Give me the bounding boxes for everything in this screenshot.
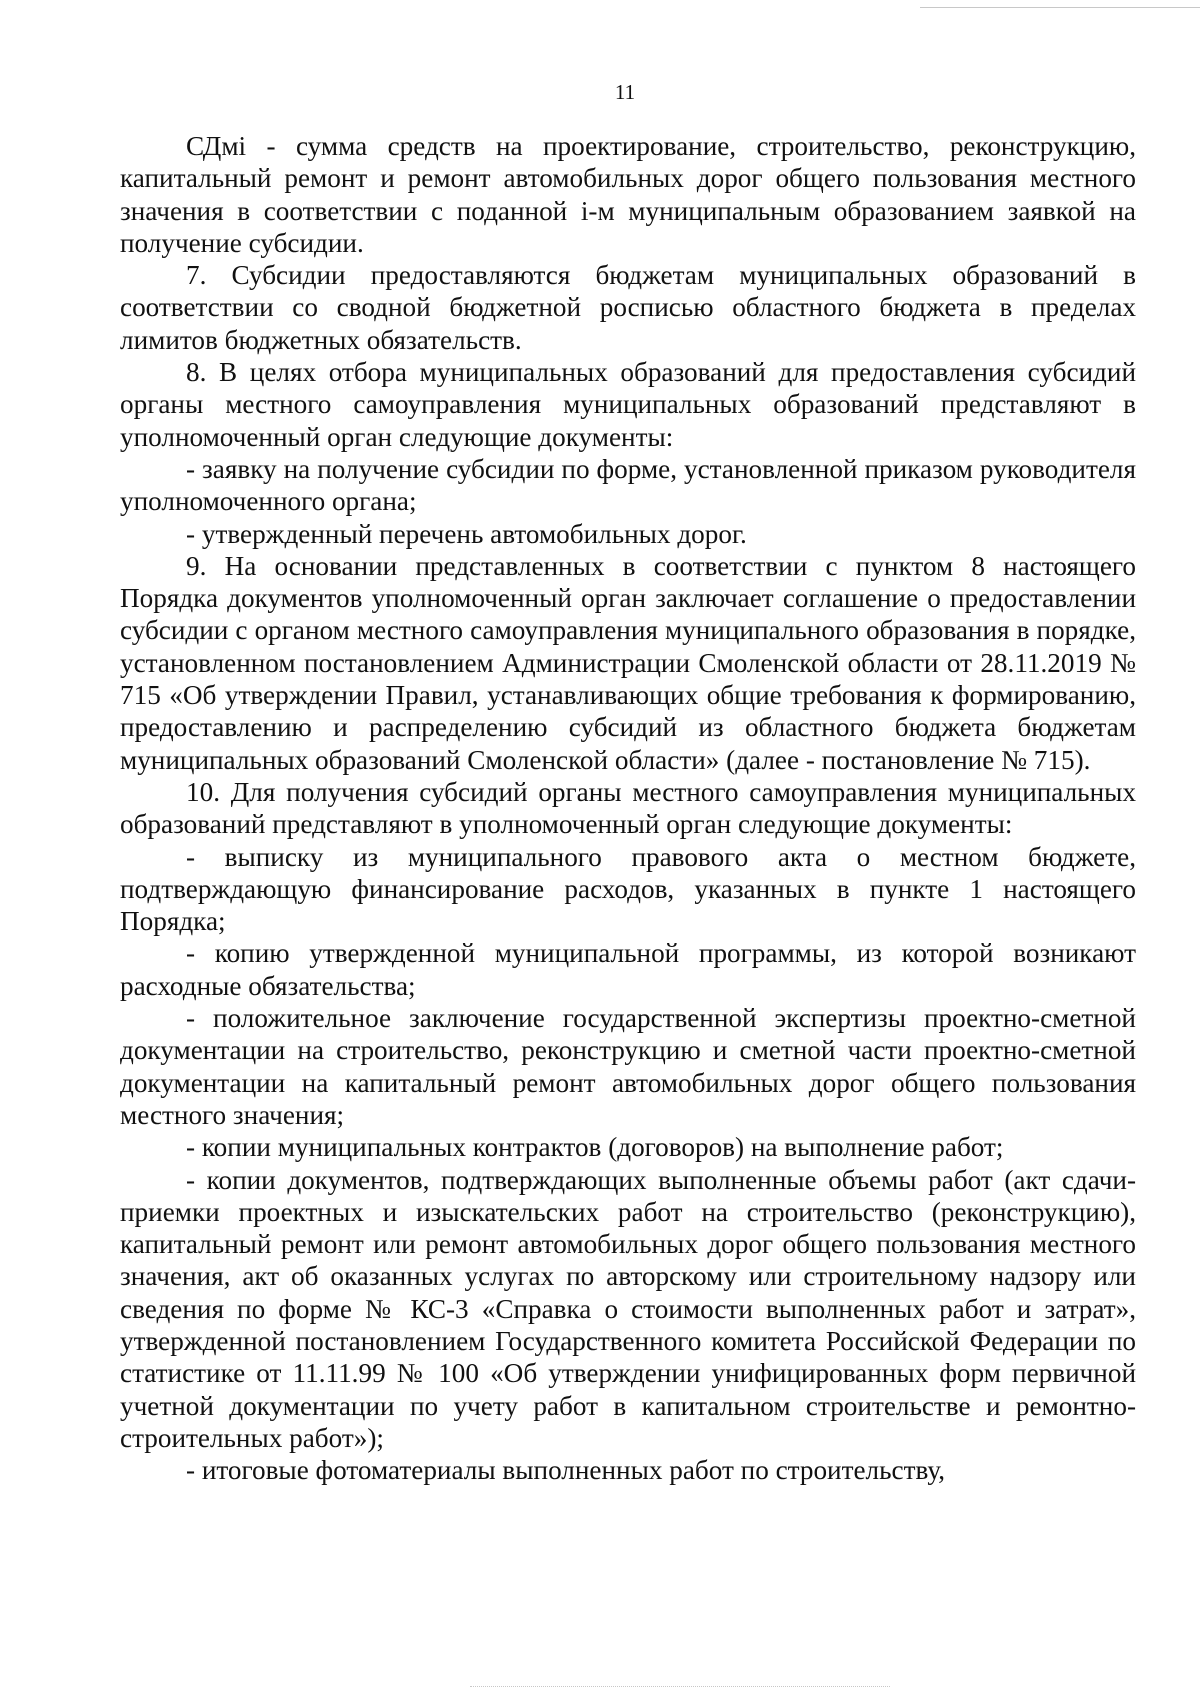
list-item-photo-materials: - итоговые фотоматериалы выполненных работ по строительству, xyxy=(186,1455,946,1486)
paragraph-item-7: 7. Субсидии предоставляются бюджетам муниципальных образований в соответствии со сводной бюджетной росписью областного бюджета в пределах лимитов бюджетных обязательств. xyxy=(120,260,1136,355)
list-item-program-copy: - копию утвержденной муниципальной программы, из которой возникают расходные обязательства; xyxy=(120,938,1136,1001)
paragraph-item-8: 8. В целях отбора муниципальных образований для предоставления субсидий органы местного самоуправления муниципальных образований представляют в уполномоченный орган следующие документы: xyxy=(120,357,1136,452)
list-item-expertise-conclusion: - положительное заключение государственной экспертизы проектно-сметной документации на строительство, реконструкцию и сметной части проектно-сметной документации на капитальный ремонт автомобильных дорог общего пользования местного значения; xyxy=(120,1003,1136,1130)
page-number: 11 xyxy=(614,80,636,104)
scan-bottom-marks xyxy=(470,1686,890,1687)
list-item-work-documents: - копии документов, подтверждающих выполненные объемы работ (акт сдачи-приемки проектных и изыскательских работ на строительство (реконструкцию), капитальный ремонт или ремонт автомобильных дорог общего пользования местного значения, акт об оказанных услугах по авторскому или строительному надзору или сведения по форме № КС-3 «Справка о стоимости выполненных работ и затрат», утвержденной постановлением Государственного комитета Российской Федерации по статистике от 11.11.99 № 100 «Об утверждении унифицированных форм первичной учетной документации по учету работ в капитальном строительстве и ремонтно-строительных работ»); xyxy=(120,1164,1136,1453)
paragraph-item-10: 10. Для получения субсидий органы местного самоуправления муниципальных образований представляют в уполномоченный орган следующие документы: xyxy=(120,776,1136,840)
list-item-budget-extract: - выписку из муниципального правового акта о местном бюджете, подтверждающую финансирование расходов, указанных в пункте 1 настоящего Порядка; xyxy=(120,841,1136,937)
scan-edge-line xyxy=(920,7,1200,8)
paragraph-sdmi-definition: СДмi - сумма средств на проектирование, строительство, реконструкцию, капитальный ремонт и ремонт автомобильных дорог общего пользования местного значения в соответствии с поданной i-м муниципальным образованием заявкой на получение субсидии. xyxy=(120,131,1136,258)
list-item-application: - заявку на получение субсидии по форме, установленной приказом руководителя уполномоченного органа; xyxy=(120,453,1136,517)
list-item-road-list: - утвержденный перечень автомобильных дорог. xyxy=(186,518,747,549)
paragraph-item-9: 9. На основании представленных в соответствии с пунктом 8 настоящего Порядка документов уполномоченный орган заключает соглашение о предоставлении субсидии с органом местного самоуправления муниципального образования в порядке, установленном постановлением Администрации Смоленской области от 28.11.2019 № 715 «Об утверждении Правил, устанавливающих общие требования к формированию, предоставлению и распределению субсидий из областного бюджета бюджетам муниципальных образований Смоленской области» (далее - постановление № 715). xyxy=(120,550,1136,775)
list-item-contract-copies: - копии муниципальных контрактов (договоров) на выполнение работ; xyxy=(186,1132,1004,1163)
document-body xyxy=(120,130,1136,1486)
